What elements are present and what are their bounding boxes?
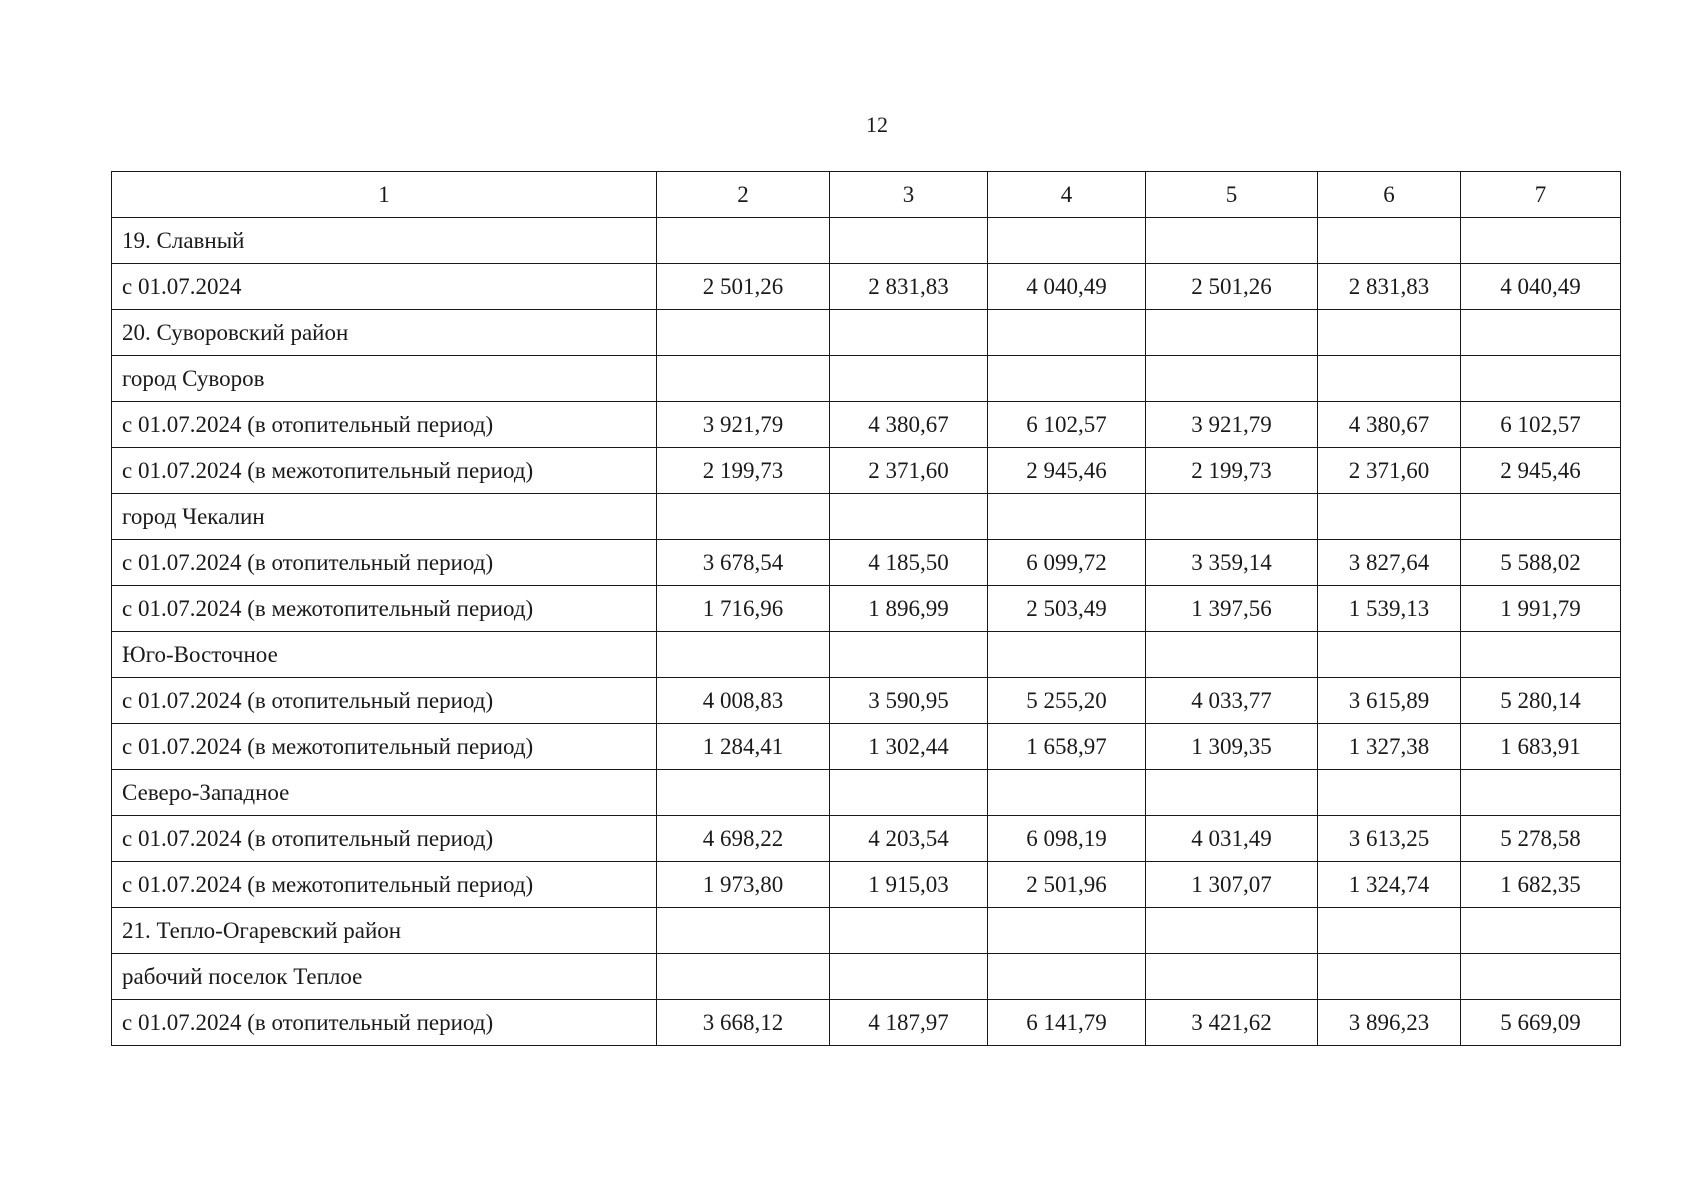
- value-cell-col-2: [657, 770, 830, 816]
- row-label: 20. Суворовский район: [112, 310, 657, 356]
- row-label: город Суворов: [112, 356, 657, 402]
- value-cell-col-6: 1 539,13: [1318, 586, 1461, 632]
- value-cell-col-2: [657, 310, 830, 356]
- value-cell-col-4: 1 658,97: [988, 724, 1146, 770]
- page-number: 12: [866, 112, 888, 137]
- value-cell-col-5: [1146, 908, 1318, 954]
- value-cell-col-4: 6 102,57: [988, 402, 1146, 448]
- table-row: [112, 770, 1621, 816]
- value-cell-col-2: [657, 218, 830, 264]
- row-label: с 01.07.2024: [112, 264, 657, 310]
- row-label: с 01.07.2024 (в отопительный период): [112, 678, 657, 724]
- tariff-table: [111, 171, 1621, 1046]
- table-row: [112, 402, 1621, 448]
- value-cell-col-6: 1 324,74: [1318, 862, 1461, 908]
- value-cell-col-7: 5 669,09: [1461, 1000, 1621, 1046]
- value-cell-col-7: 5 280,14: [1461, 678, 1621, 724]
- value-cell-col-3: 4 203,54: [830, 816, 988, 862]
- table-row: [112, 908, 1621, 954]
- value-cell-col-4: [988, 954, 1146, 1000]
- row-label: 19. Славный: [112, 218, 657, 264]
- table-body: [112, 218, 1621, 1046]
- value-cell-col-3: [830, 218, 988, 264]
- value-cell-col-7: [1461, 632, 1621, 678]
- value-cell-col-5: [1146, 218, 1318, 264]
- row-label: с 01.07.2024 (в отопительный период): [112, 402, 657, 448]
- value-cell-col-3: 1 896,99: [830, 586, 988, 632]
- value-cell-col-2: [657, 494, 830, 540]
- value-cell-col-2: 4 008,83: [657, 678, 830, 724]
- value-cell-col-7: [1461, 954, 1621, 1000]
- column-header-1: 1: [112, 172, 657, 218]
- value-cell-col-4: [988, 908, 1146, 954]
- table-row: [112, 356, 1621, 402]
- table-row: [112, 218, 1621, 264]
- value-cell-col-6: 3 896,23: [1318, 1000, 1461, 1046]
- value-cell-col-3: 2 371,60: [830, 448, 988, 494]
- value-cell-col-6: [1318, 908, 1461, 954]
- value-cell-col-7: [1461, 218, 1621, 264]
- value-cell-col-6: 3 827,64: [1318, 540, 1461, 586]
- table-row: [112, 310, 1621, 356]
- value-cell-col-2: 1 716,96: [657, 586, 830, 632]
- value-cell-col-5: 3 359,14: [1146, 540, 1318, 586]
- value-cell-col-6: 1 327,38: [1318, 724, 1461, 770]
- value-cell-col-7: [1461, 356, 1621, 402]
- value-cell-col-3: 4 185,50: [830, 540, 988, 586]
- value-cell-col-3: [830, 310, 988, 356]
- row-label: Юго-Восточное: [112, 632, 657, 678]
- table-row: [112, 678, 1621, 724]
- value-cell-col-2: 3 921,79: [657, 402, 830, 448]
- row-label: Северо-Западное: [112, 770, 657, 816]
- column-header-2: 2: [657, 172, 830, 218]
- value-cell-col-6: [1318, 494, 1461, 540]
- value-cell-col-7: 5 588,02: [1461, 540, 1621, 586]
- row-label: с 01.07.2024 (в межотопительный период): [112, 586, 657, 632]
- value-cell-col-3: 1 915,03: [830, 862, 988, 908]
- value-cell-col-3: [830, 494, 988, 540]
- table-row: [112, 632, 1621, 678]
- value-cell-col-3: [830, 632, 988, 678]
- value-cell-col-6: [1318, 356, 1461, 402]
- table-row: [112, 1000, 1621, 1046]
- value-cell-col-5: [1146, 632, 1318, 678]
- row-label: с 01.07.2024 (в межотопительный период): [112, 862, 657, 908]
- column-header-4: 4: [988, 172, 1146, 218]
- column-header-3: 3: [830, 172, 988, 218]
- column-header-7: 7: [1461, 172, 1621, 218]
- value-cell-col-7: 1 682,35: [1461, 862, 1621, 908]
- table-row: [112, 954, 1621, 1000]
- value-cell-col-5: 1 397,56: [1146, 586, 1318, 632]
- value-cell-col-5: 2 199,73: [1146, 448, 1318, 494]
- value-cell-col-5: 1 309,35: [1146, 724, 1318, 770]
- header-row: [112, 172, 1621, 218]
- value-cell-col-7: [1461, 908, 1621, 954]
- value-cell-col-3: [830, 954, 988, 1000]
- value-cell-col-6: 4 380,67: [1318, 402, 1461, 448]
- value-cell-col-7: [1461, 494, 1621, 540]
- value-cell-col-4: 6 098,19: [988, 816, 1146, 862]
- value-cell-col-4: 2 501,96: [988, 862, 1146, 908]
- table-row: [112, 540, 1621, 586]
- value-cell-col-4: [988, 310, 1146, 356]
- value-cell-col-3: [830, 908, 988, 954]
- table-row: [112, 816, 1621, 862]
- value-cell-col-7: 1 991,79: [1461, 586, 1621, 632]
- value-cell-col-4: 2 503,49: [988, 586, 1146, 632]
- value-cell-col-5: [1146, 954, 1318, 1000]
- value-cell-col-5: [1146, 494, 1318, 540]
- value-cell-col-5: 3 421,62: [1146, 1000, 1318, 1046]
- value-cell-col-6: [1318, 632, 1461, 678]
- row-label: с 01.07.2024 (в отопительный период): [112, 1000, 657, 1046]
- value-cell-col-6: [1318, 770, 1461, 816]
- value-cell-col-4: 6 141,79: [988, 1000, 1146, 1046]
- value-cell-col-7: 4 040,49: [1461, 264, 1621, 310]
- value-cell-col-2: 2 501,26: [657, 264, 830, 310]
- table-row: [112, 586, 1621, 632]
- value-cell-col-5: 2 501,26: [1146, 264, 1318, 310]
- table-row: [112, 862, 1621, 908]
- value-cell-col-7: 2 945,46: [1461, 448, 1621, 494]
- value-cell-col-5: [1146, 310, 1318, 356]
- value-cell-col-5: 4 031,49: [1146, 816, 1318, 862]
- value-cell-col-2: [657, 632, 830, 678]
- value-cell-col-4: 5 255,20: [988, 678, 1146, 724]
- column-header-6: 6: [1318, 172, 1461, 218]
- value-cell-col-6: 3 613,25: [1318, 816, 1461, 862]
- value-cell-col-6: 3 615,89: [1318, 678, 1461, 724]
- value-cell-col-2: 1 284,41: [657, 724, 830, 770]
- value-cell-col-6: [1318, 954, 1461, 1000]
- value-cell-col-5: [1146, 770, 1318, 816]
- value-cell-col-4: 2 945,46: [988, 448, 1146, 494]
- value-cell-col-5: 4 033,77: [1146, 678, 1318, 724]
- value-cell-col-3: 4 187,97: [830, 1000, 988, 1046]
- value-cell-col-2: 4 698,22: [657, 816, 830, 862]
- value-cell-col-2: [657, 908, 830, 954]
- value-cell-col-2: 3 678,54: [657, 540, 830, 586]
- value-cell-col-2: [657, 356, 830, 402]
- value-cell-col-2: 2 199,73: [657, 448, 830, 494]
- value-cell-col-2: 1 973,80: [657, 862, 830, 908]
- row-label: город Чекалин: [112, 494, 657, 540]
- row-label: рабочий поселок Теплое: [112, 954, 657, 1000]
- row-label: 21. Тепло-Огаревский район: [112, 908, 657, 954]
- table-row: [112, 448, 1621, 494]
- table-header: [112, 172, 1621, 218]
- value-cell-col-6: [1318, 310, 1461, 356]
- column-header-5: 5: [1146, 172, 1318, 218]
- value-cell-col-4: [988, 494, 1146, 540]
- value-cell-col-4: [988, 218, 1146, 264]
- value-cell-col-2: 3 668,12: [657, 1000, 830, 1046]
- value-cell-col-6: 2 831,83: [1318, 264, 1461, 310]
- value-cell-col-5: [1146, 356, 1318, 402]
- value-cell-col-4: [988, 770, 1146, 816]
- value-cell-col-4: [988, 632, 1146, 678]
- value-cell-col-4: 4 040,49: [988, 264, 1146, 310]
- value-cell-col-4: [988, 356, 1146, 402]
- value-cell-col-5: 3 921,79: [1146, 402, 1318, 448]
- value-cell-col-7: 5 278,58: [1461, 816, 1621, 862]
- value-cell-col-6: 2 371,60: [1318, 448, 1461, 494]
- value-cell-col-3: [830, 770, 988, 816]
- table-row: [112, 724, 1621, 770]
- table-row: [112, 494, 1621, 540]
- value-cell-col-3: 4 380,67: [830, 402, 988, 448]
- value-cell-col-5: 1 307,07: [1146, 862, 1318, 908]
- value-cell-col-7: [1461, 310, 1621, 356]
- value-cell-col-7: 1 683,91: [1461, 724, 1621, 770]
- value-cell-col-7: [1461, 770, 1621, 816]
- value-cell-col-3: 3 590,95: [830, 678, 988, 724]
- row-label: с 01.07.2024 (в межотопительный период): [112, 448, 657, 494]
- value-cell-col-3: 1 302,44: [830, 724, 988, 770]
- value-cell-col-6: [1318, 218, 1461, 264]
- row-label: с 01.07.2024 (в межотопительный период): [112, 724, 657, 770]
- row-label: с 01.07.2024 (в отопительный период): [112, 816, 657, 862]
- value-cell-col-2: [657, 954, 830, 1000]
- table-row: [112, 264, 1621, 310]
- value-cell-col-3: [830, 356, 988, 402]
- value-cell-col-7: 6 102,57: [1461, 402, 1621, 448]
- value-cell-col-4: 6 099,72: [988, 540, 1146, 586]
- row-label: с 01.07.2024 (в отопительный период): [112, 540, 657, 586]
- value-cell-col-3: 2 831,83: [830, 264, 988, 310]
